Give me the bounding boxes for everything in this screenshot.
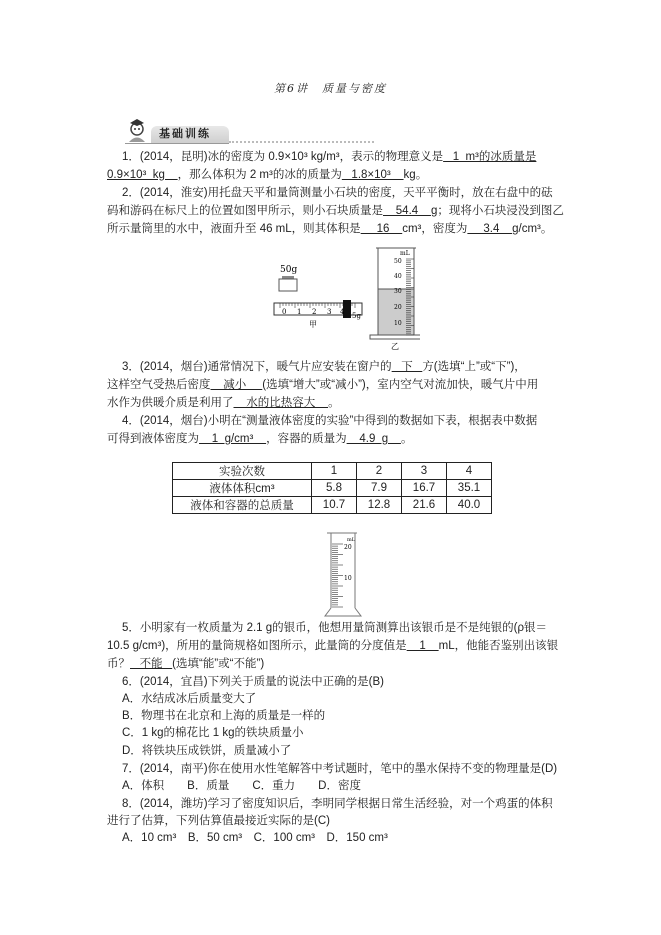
text-segment: D．将铁块压成铁饼，质量减小了	[122, 745, 292, 757]
figure-balance-and-cylinder	[270, 243, 420, 350]
data-table	[172, 462, 492, 514]
text-line	[122, 674, 567, 691]
text-segment: 这样空气受热后密度	[107, 379, 211, 391]
figure-graduated-cylinder	[323, 530, 363, 618]
answer-blank: 下	[391, 361, 423, 373]
text-segment: A．体积 B．质量 C．重力 D．密度	[122, 780, 361, 792]
text-segment: 2．(2014，淮安)用托盘天平和量筒测量小石块的密度，天平平衡时，放在右盘中的砝	[122, 187, 553, 199]
cyl-unit: mL	[400, 250, 410, 257]
text-line	[107, 638, 567, 655]
text-segment: 可得到液体密度为	[107, 433, 199, 445]
text-line	[122, 149, 567, 166]
cyl-tick-label: 10	[394, 320, 402, 327]
text-segment: 水作为供暖介质是利用了	[107, 397, 234, 409]
text-line	[122, 708, 567, 725]
text-segment: 4．(2014，烟台)小明在“测量液体密度的实验”中得到的数据如下表，根据表中数据	[122, 415, 538, 427]
text-segment: ，容器的质量为	[266, 433, 347, 445]
scale-tick-label: 1	[297, 308, 302, 316]
section-heading	[125, 117, 375, 145]
text-line	[122, 620, 567, 637]
table-cell: 35.1	[447, 480, 492, 497]
table-cell: 21.6	[402, 497, 447, 514]
answer-blank: 减小	[210, 379, 263, 391]
cyl-tick-label: 40	[394, 273, 402, 280]
rider-scale	[274, 300, 362, 329]
text-segment: cm³，密度为	[402, 223, 468, 235]
dotted-rule	[229, 141, 374, 143]
text-line	[107, 167, 567, 184]
text-line	[107, 813, 567, 830]
text-segment: (选填“能”或“不能”)	[172, 658, 265, 670]
text-line	[107, 431, 567, 448]
answer-blank: 4.9 g	[346, 433, 401, 445]
text-segment: (选填“增大”或“减小”)，室内空气对流加快，暖气片中用	[262, 379, 539, 391]
scale-tick-label: 4	[340, 308, 345, 316]
text-segment: B．物理书在北京和上海的质量是一样的	[122, 710, 326, 722]
student-icon	[125, 117, 151, 145]
text-line	[122, 743, 567, 760]
text-segment: 5．小明家有一枚质量为 2.1 g的银币，他想用量筒测算出该银币是不是纯银的(ρ银＝	[122, 622, 548, 634]
cyl-tick-label: 10	[344, 575, 352, 582]
text-segment: mL，他能否鉴别出该银	[438, 640, 559, 652]
table-cell: 液体体积cm³	[173, 480, 312, 497]
text-segment: 6．(2014，宜昌)下列关于质量的说法中正确的是(B)	[122, 676, 384, 688]
scale-tick-label: 0	[282, 308, 287, 316]
text-segment: 进行了估算，下列估算值最接近实际的是(C)	[107, 815, 330, 827]
text-line	[122, 830, 567, 847]
text-segment: 1．(2014，昆明)冰的密度为 0.9×10³ kg/m³，表示的物理意义是	[122, 151, 444, 163]
weight-label: 50g	[280, 265, 298, 275]
text-segment: 。	[328, 397, 340, 409]
table-cell: 10.7	[312, 497, 357, 514]
table-cell: 1	[312, 463, 357, 480]
text-segment: g/cm³。	[512, 223, 553, 235]
text-segment: 10.5 g/cm³)，所用的量筒规格如图所示，此量筒的分度值是	[107, 640, 407, 652]
text-segment: 7．(2014，南平)你在使用水性笔解答中考试题时，笔中的墨水保持不变的物理量是(D)	[122, 763, 558, 775]
text-line	[122, 796, 567, 813]
rider-label: 5g	[352, 312, 361, 320]
scale-tick-label: 3	[327, 308, 332, 316]
table-cell: 液体和容器的总质量	[173, 497, 312, 514]
text-line	[122, 413, 567, 430]
section-label: 基础训练	[151, 126, 229, 143]
table-row	[173, 497, 492, 514]
caption-jia: 甲	[309, 320, 317, 329]
text-segment: 。	[400, 433, 413, 445]
table-row	[173, 463, 492, 480]
text-segment: 8．(2014，潍坊)学习了密度知识后，李明同学根据日常生活经验，对一个鸡蛋的体积	[122, 798, 553, 810]
text-segment: 币？	[107, 658, 130, 670]
heading-rule	[125, 143, 229, 144]
text-segment: A．水结成冰后质量变大了	[122, 693, 257, 705]
table-cell: 3	[402, 463, 447, 480]
table-cell: 实验次数	[173, 463, 312, 480]
table-cell: 12.8	[357, 497, 402, 514]
answer-blank: 16	[360, 223, 403, 235]
table-cell: 2	[357, 463, 402, 480]
answer-blank: 1 g/cm³	[199, 433, 267, 445]
page-title: 第6讲 质量与密度	[274, 82, 387, 95]
text-line	[107, 656, 567, 673]
cyl-tick-label: 20	[344, 544, 352, 551]
scale-tick-label: 2	[312, 308, 317, 316]
cyl-tick-label: 20	[394, 304, 402, 311]
text-segment: 方(选填“上”或“下”)，	[422, 361, 526, 373]
cyl-unit: mL	[347, 537, 356, 543]
caption-yi: 乙	[391, 342, 399, 350]
answer-blank: 水的比热容大	[233, 397, 329, 409]
answer-blank: 1 m³的冰质量是	[443, 151, 537, 163]
text-line	[122, 185, 567, 202]
answer-blank: 3.4	[467, 223, 513, 235]
text-segment: C．1 kg的棉花比 1 kg的铁块质量小	[122, 727, 304, 739]
text-segment: kg。	[403, 169, 428, 181]
text-line	[122, 761, 567, 778]
text-line	[122, 725, 567, 742]
cyl-tick-label: 50	[394, 258, 402, 265]
text-segment: g；现将小石块浸没到图乙	[430, 205, 564, 217]
text-segment: 所示量筒里的水中，液面升至 46 mL，则其体积是	[107, 223, 361, 235]
table-cell: 40.0	[447, 497, 492, 514]
text-segment: ，那么体积为 2 m³的冰的质量为	[177, 169, 342, 181]
answer-blank: 1.8×10³	[341, 169, 404, 181]
graduated-cylinder-b	[370, 248, 420, 350]
text-line	[122, 691, 567, 708]
text-segment: 码和游码在标尺上的位置如图甲所示，则小石块质量是	[107, 205, 383, 217]
text-line	[107, 203, 567, 220]
table-cell: 7.9	[357, 480, 402, 497]
answer-blank: 不能	[130, 658, 173, 670]
answer-blank: 0.9×10³ kg	[107, 169, 178, 181]
table-row	[173, 480, 492, 497]
table-cell: 5.8	[312, 480, 357, 497]
text-segment: 3．(2014，烟台)通常情况下，暖气片应安装在窗户的	[122, 361, 392, 373]
text-line	[122, 359, 567, 376]
text-line	[107, 395, 567, 412]
cyl-tick-label: 30	[394, 288, 402, 295]
table-cell: 4	[447, 463, 492, 480]
answer-blank: 54.4	[383, 205, 431, 217]
text-line	[107, 377, 567, 394]
text-line	[122, 778, 567, 795]
text-segment: A．10 cm³ B．50 cm³ C．100 cm³ D．150 cm³	[122, 832, 388, 844]
answer-blank: 1	[406, 640, 439, 652]
table-cell: 16.7	[402, 480, 447, 497]
weight-50g-icon	[279, 265, 297, 291]
text-line	[107, 221, 567, 238]
